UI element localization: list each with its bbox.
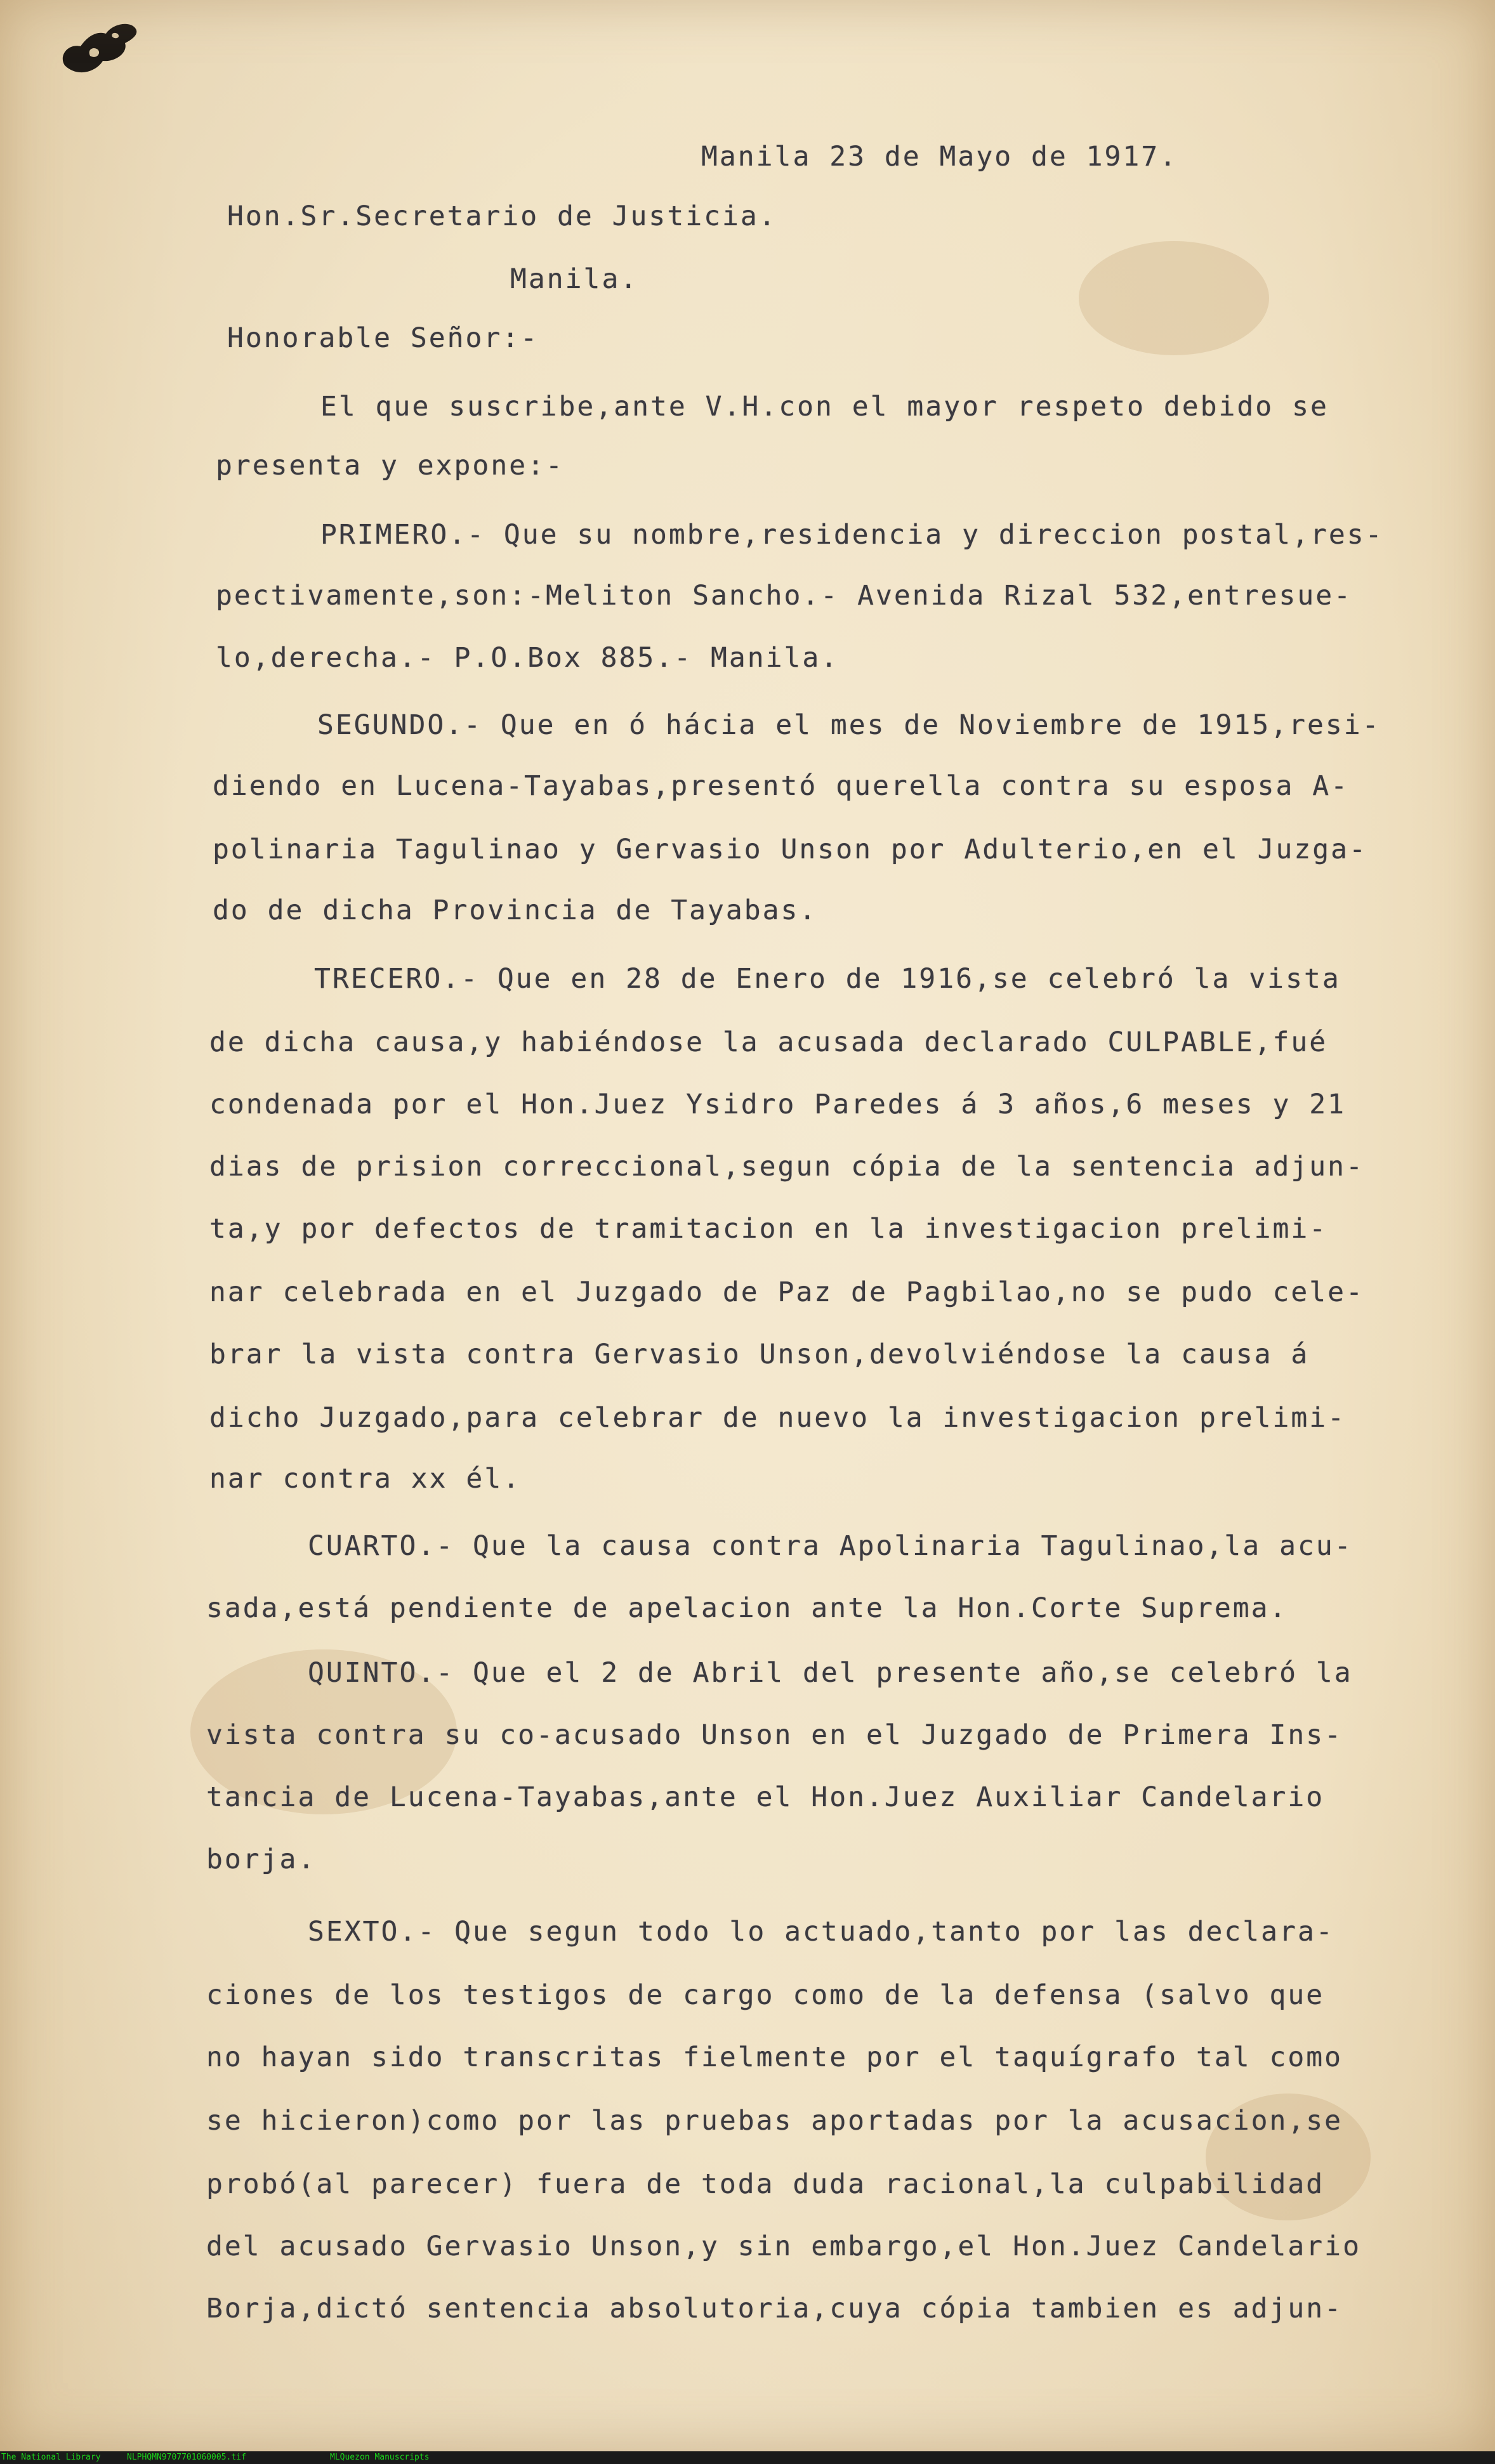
salutation-line: Honorable Señor:-	[227, 322, 539, 354]
body-line: se hicieron)como por las pruebas aportadas por la acusacion,se	[206, 2105, 1343, 2137]
body-line: tancia de Lucena-Tayabas,ante el Hon.Juez Auxiliar Candelario	[206, 1781, 1325, 1813]
body-line: pectivamente,son:-Meliton Sancho.- Avenida Rizal 532,entresue-	[216, 580, 1353, 612]
body-line: no hayan sido transcritas fielmente por el taquígrafo tal como	[206, 2041, 1343, 2073]
footer-file-id: NLPHQMN9707701060005.tif	[127, 2453, 246, 2462]
body-line: borja.	[206, 1844, 317, 1875]
body-line: TRECERO.- Que en 28 de Enero de 1916,se celebró la vista	[314, 963, 1341, 995]
body-line: CUARTO.- Que la causa contra Apolinaria Tagulinao,la acu-	[308, 1530, 1353, 1562]
body-line: condenada por el Hon.Juez Ysidro Paredes á 3 años,6 meses y 21	[209, 1089, 1347, 1120]
body-line: SEGUNDO.- Que en ó hácia el mes de Noviembre de 1915,resi-	[317, 709, 1381, 741]
body-line: brar la vista contra Gervasio Unson,devolviéndose la causa á	[209, 1339, 1310, 1370]
body-line: polinaria Tagulinao y Gervasio Unson por Adulterio,en el Juzga-	[213, 834, 1367, 865]
body-line: PRIMERO.- Que su nombre,residencia y direccion postal,res-	[320, 519, 1384, 551]
body-line: vista contra su co-acusado Unson en el Juzgado de Primera Ins-	[206, 1719, 1343, 1751]
body-line: ta,y por defectos de tramitacion en la investigacion prelimi-	[209, 1213, 1328, 1245]
footer-collection: MLQuezon Manuscripts	[330, 2453, 430, 2462]
body-line: diendo en Lucena-Tayabas,presentó querella contra su esposa A-	[213, 770, 1350, 802]
body-line: do de dicha Provincia de Tayabas.	[213, 895, 818, 926]
addressee-line: Hon.Sr.Secretario de Justicia.	[227, 200, 777, 232]
body-line: presenta y expone:-	[216, 450, 564, 482]
footer-library: The National Library	[1, 2453, 101, 2462]
body-line: SEXTO.- Que segun todo lo actuado,tanto por las declara-	[308, 1916, 1334, 1948]
body-line: nar celebrada en el Juzgado de Paz de Pagbilao,no se pudo cele-	[209, 1276, 1364, 1308]
body-line: dias de prision correccional,segun cópia de la sentencia adjun-	[209, 1151, 1364, 1183]
body-line: QUINTO.- Que el 2 de Abril del presente año,se celebró la	[308, 1657, 1353, 1689]
body-line: sada,está pendiente de apelacion ante la Hon.Corte Suprema.	[206, 1592, 1288, 1624]
body-line: probó(al parecer) fuera de toda duda racional,la culpabilidad	[206, 2168, 1325, 2200]
body-line: dicho Juzgado,para celebrar de nuevo la investigacion prelimi-	[209, 1402, 1347, 1434]
body-line: Borja,dictó sentencia absolutoria,cuya cópia tambien es adjun-	[206, 2293, 1343, 2324]
body-line: ciones de los testigos de cargo como de la defensa (salvo que	[206, 1979, 1325, 2011]
body-line: de dicha causa,y habiéndose la acusada declarado CULPABLE,fué	[209, 1026, 1328, 1058]
body-line: nar contra xx él.	[209, 1463, 522, 1495]
body-line: El que suscribe,ante V.H.con el mayor respeto debido se	[320, 391, 1329, 423]
body-line: del acusado Gervasio Unson,y sin embargo,el Hon.Juez Candelario	[206, 2231, 1361, 2262]
punched-hole-mark	[52, 11, 147, 88]
city-line: Manila.	[510, 263, 639, 295]
archive-footer-strip	[0, 2451, 1495, 2464]
body-line: lo,derecha.- P.O.Box 885.- Manila.	[216, 642, 840, 674]
date-line: Manila 23 de Mayo de 1917.	[701, 141, 1178, 173]
